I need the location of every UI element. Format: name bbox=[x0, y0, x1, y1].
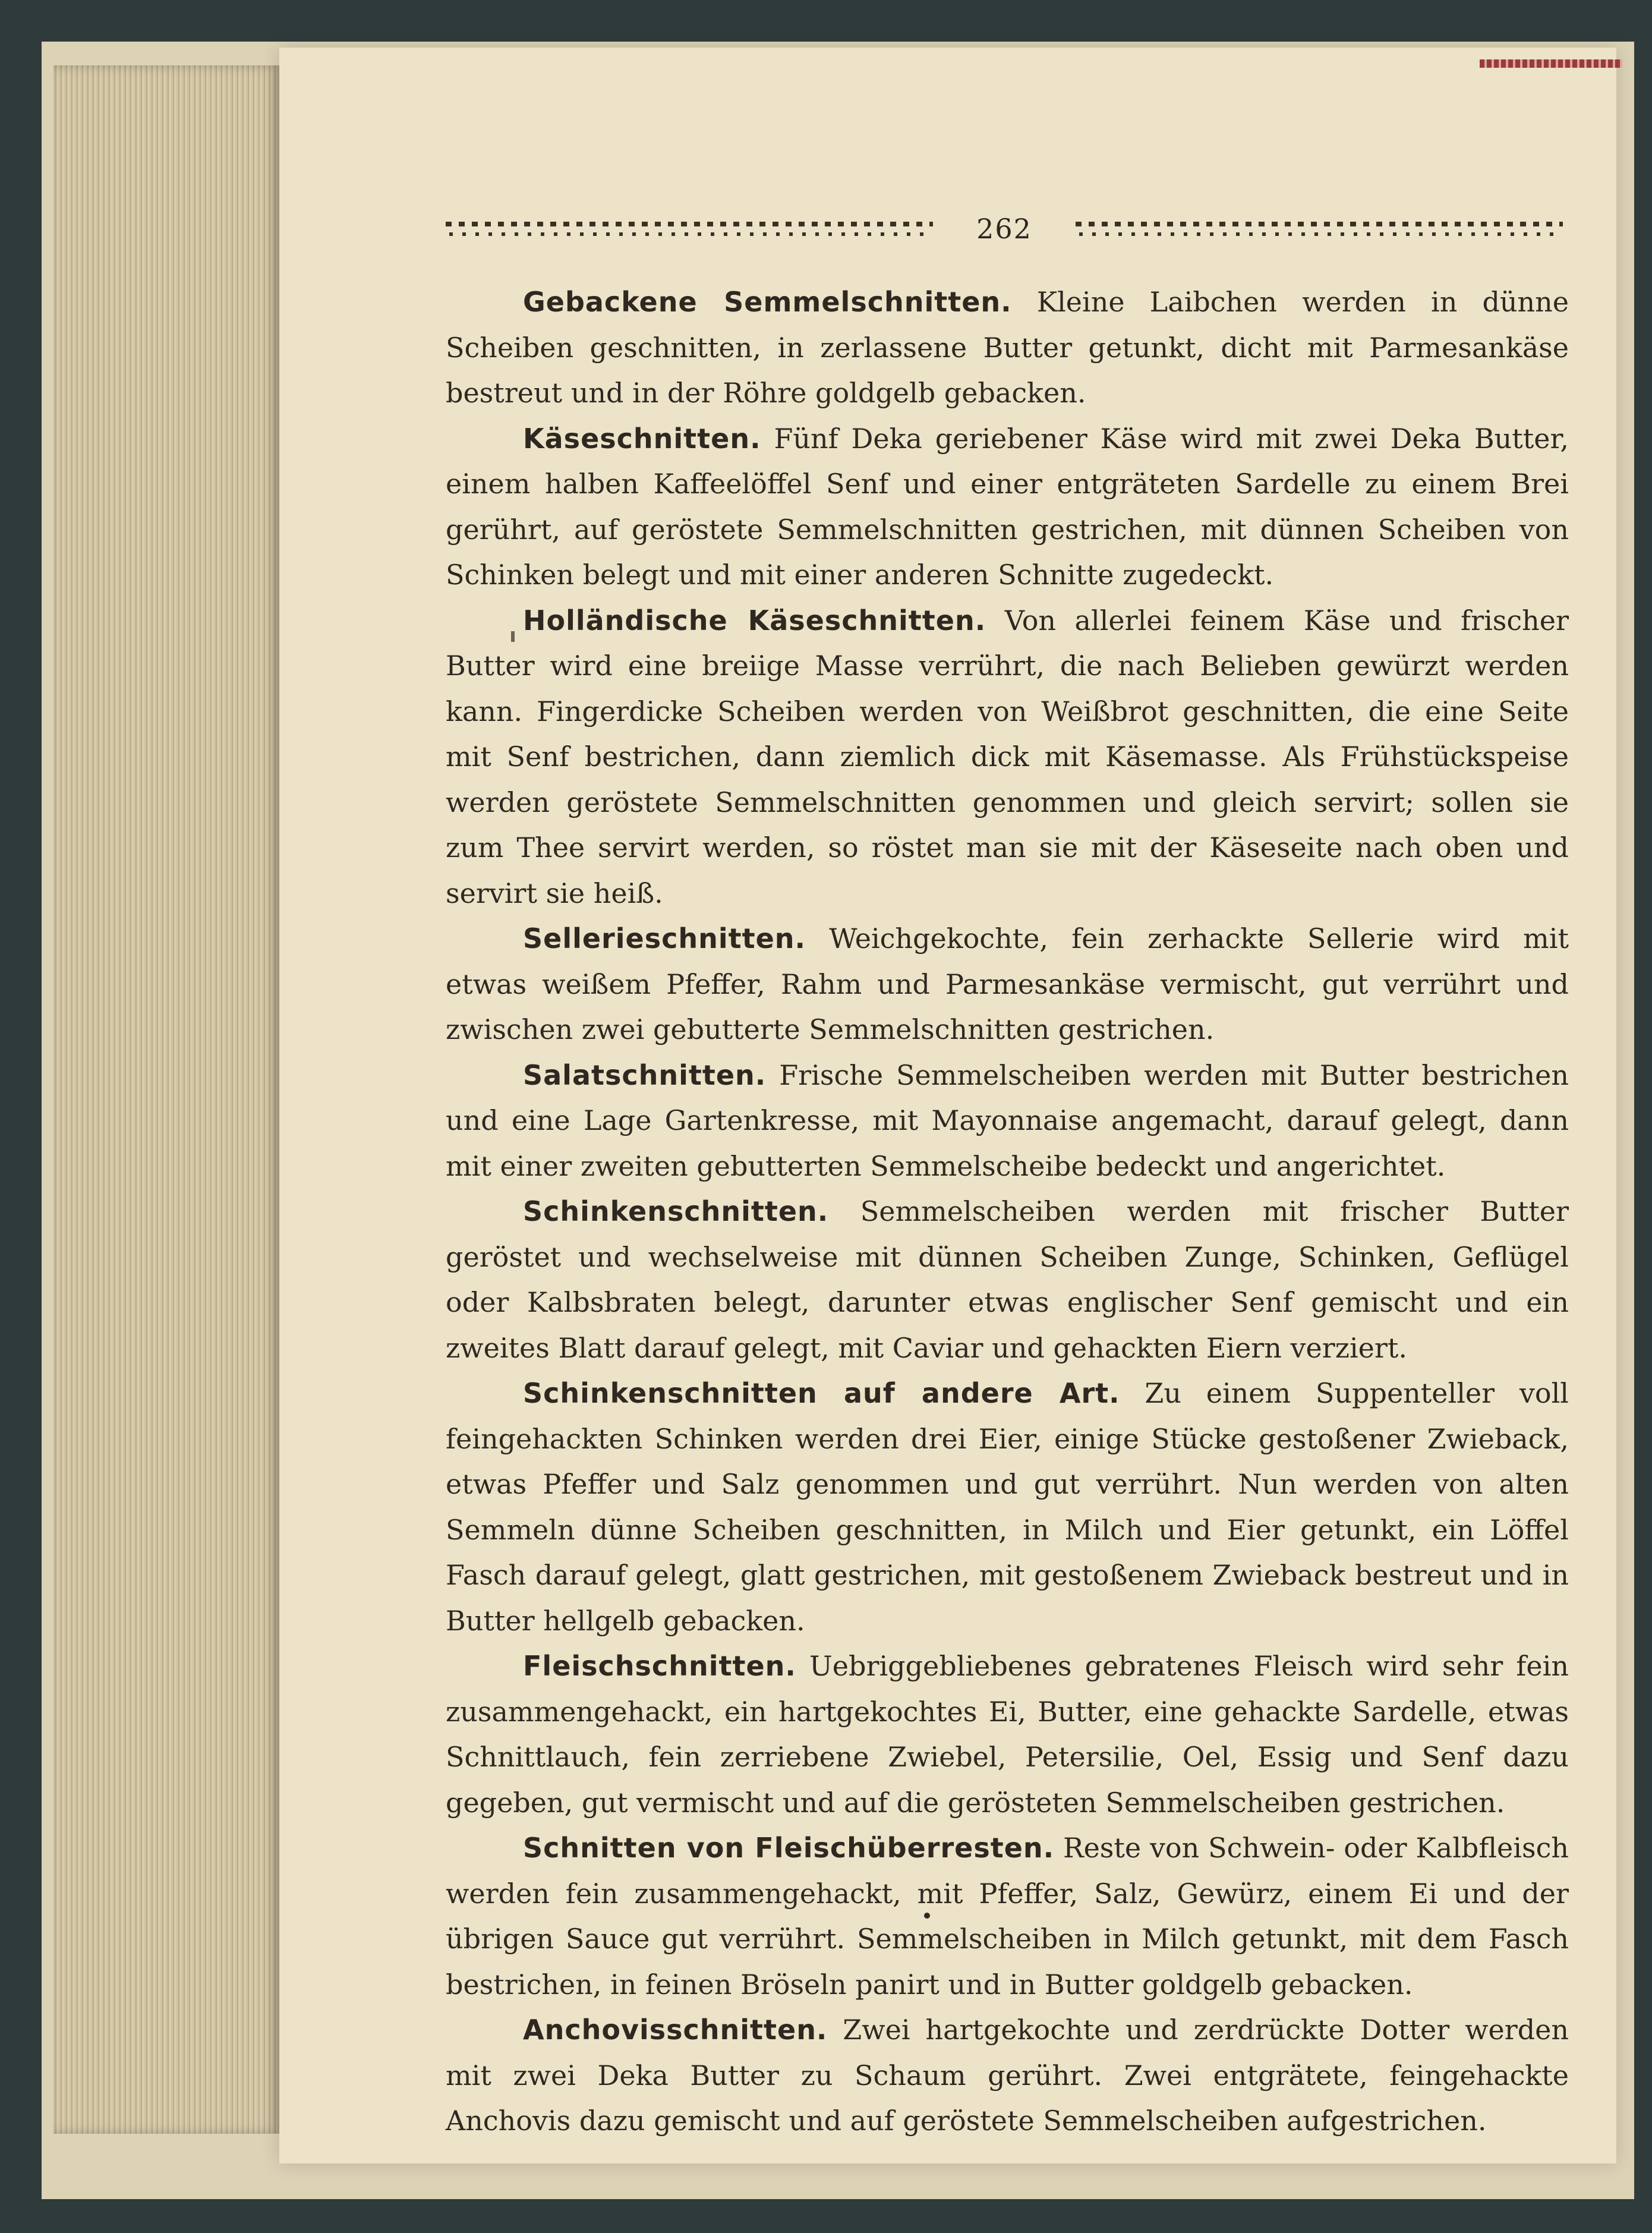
recipe-title: Schinkenschnitten. bbox=[523, 1195, 829, 1227]
page-number: 262 bbox=[976, 213, 1032, 245]
recipe-title: Sellerieschnitten. bbox=[523, 922, 806, 955]
recipe-text: Zwei hartgekochte und zerdrückte Dotter werden mit zwei Deka Butter zu Schaum gerührt. Zwei entgrätete, feingehackte Anchovis dazu gemischt und auf geröstete Semmelscheiben aufgestrichen. bbox=[446, 2014, 1569, 2137]
recipe-title: Fleischschnitten. bbox=[523, 1650, 796, 1682]
recipe-title: Käseschnitten. bbox=[523, 422, 761, 455]
recipe-title: Gebackene Semmelschnitten. bbox=[523, 286, 1012, 318]
page-edges bbox=[53, 65, 279, 2134]
recipe-text: Fünf Deka geriebener Käse wird mit zwei Deka Butter, einem halben Kaffeelöffel Senf und einer entgräteten Sardelle zu einem Brei gerührt, auf geröstete Semmelschnitten gestrichen, mit dünnen Scheiben von Schinken belegt und mit einer anderen Schnitte zugedeckt. bbox=[446, 422, 1569, 591]
recipe-text: Zu einem Suppenteller voll feingehackten Schinken werden drei Eier, einige Stücke gestoßener Zwieback, etwas Pfeffer und Salz genommen und gut verrührt. Nun werden von alten Semmeln dünne Scheiben geschnitten, in Milch und Eier getunkt, ein Löffel Fasch darauf gelegt, glatt gestrichen, mit gestoßenem Zwieback bestreut und in Butter hellgelb gebacken. bbox=[446, 1377, 1569, 1637]
recipe-entry bbox=[446, 1825, 1569, 2007]
recipe-entry bbox=[446, 598, 1569, 916]
recipe-text: Uebriggebliebenes gebratenes Fleisch wird sehr fein zusammengehackt, ein hartgekochtes Ei, Butter, eine gehackte Sardelle, etwas Schnittlauch, fein zerriebene Zwiebel, Petersilie, Oel, Essig und Senf dazu gegeben, gut vermischt und auf die gerösteten Semmelscheiben gestrichen. bbox=[446, 1650, 1569, 1819]
ink-mark bbox=[511, 631, 515, 642]
recipe-entry bbox=[446, 1643, 1569, 1825]
recipe-entry bbox=[446, 2007, 1569, 2144]
recipe-entry bbox=[446, 916, 1569, 1053]
page-header bbox=[446, 208, 1563, 250]
left-ornament bbox=[446, 222, 933, 236]
recipe-entry bbox=[446, 1371, 1569, 1643]
right-ornament bbox=[1076, 222, 1563, 236]
recipe-title: Schnitten von Fleischüberresten. bbox=[523, 1832, 1055, 1864]
recipe-text: Von allerlei feinem Käse und frischer Butter wird eine breiige Masse verrührt, die nach Belieben gewürzt werden kann. Fingerdicke Scheiben werden von Weißbrot geschnitten, die eine Seite mit Senf bestrichen, dann ziemlich dick mit Käsemasse. Als Frühstückspeise werden geröstete Semmelschnitten genommen und gleich servirt; sollen sie zum Thee servirt werden, so röstet man sie mit der Käseseite nach oben und servirt sie heiß. bbox=[446, 604, 1569, 909]
page-text bbox=[446, 279, 1569, 2144]
recipe-entry bbox=[446, 416, 1569, 598]
recipe-title: Salatschnitten. bbox=[523, 1059, 767, 1091]
recipe-text: Frische Semmelscheiben werden mit Butter bestrichen und eine Lage Gartenkresse, mit Mayonnaise angemacht, darauf gelegt, dann mit einer zweiten gebutterten Semmelscheibe bedeckt und angerichtet. bbox=[446, 1059, 1569, 1182]
red-edge-marker bbox=[1480, 59, 1622, 68]
recipe-entry bbox=[446, 1189, 1569, 1371]
recipe-title: Anchovisschnitten. bbox=[523, 2014, 828, 2046]
recipe-text: Semmelscheiben werden mit frischer Butter geröstet und wechselweise mit dünnen Scheiben Zunge, Schinken, Geflügel oder Kalbsbraten belegt, darunter etwas englischer Senf gemischt und ein zweites Blatt darauf gelegt, mit Caviar und gehackten Eiern verziert. bbox=[446, 1195, 1569, 1364]
recipe-title: Holländische Käseschnitten. bbox=[523, 604, 986, 637]
recipe-entry bbox=[446, 1053, 1569, 1189]
ink-dot bbox=[924, 1913, 930, 1919]
recipe-entry bbox=[446, 279, 1569, 416]
recipe-title: Schinkenschnitten auf andere Art. bbox=[523, 1377, 1120, 1409]
recipe-text: Reste von Schwein- oder Kalbfleisch werden fein zusammengehackt, mit Pfeffer, Salz, Gewürz, einem Ei und der übrigen Sauce gut verrührt. Semmelscheiben in Milch getunkt, mit dem Fasch bestrichen, in feinen Bröseln panirt und in Butter goldgelb gebacken. bbox=[446, 1832, 1569, 2001]
recipe-text: Weichgekochte, fein zerhackte Sellerie wird mit etwas weißem Pfeffer, Rahm und Parmesankäse vermischt, gut verrührt und zwischen zwei gebutterte Semmelschnitten gestrichen. bbox=[446, 922, 1569, 1045]
recipe-text: Kleine Laibchen werden in dünne Scheiben geschnitten, in zerlassene Butter getunkt, dicht mit Parmesankäse bestreut und in der Röhre goldgelb gebacken. bbox=[446, 286, 1569, 409]
